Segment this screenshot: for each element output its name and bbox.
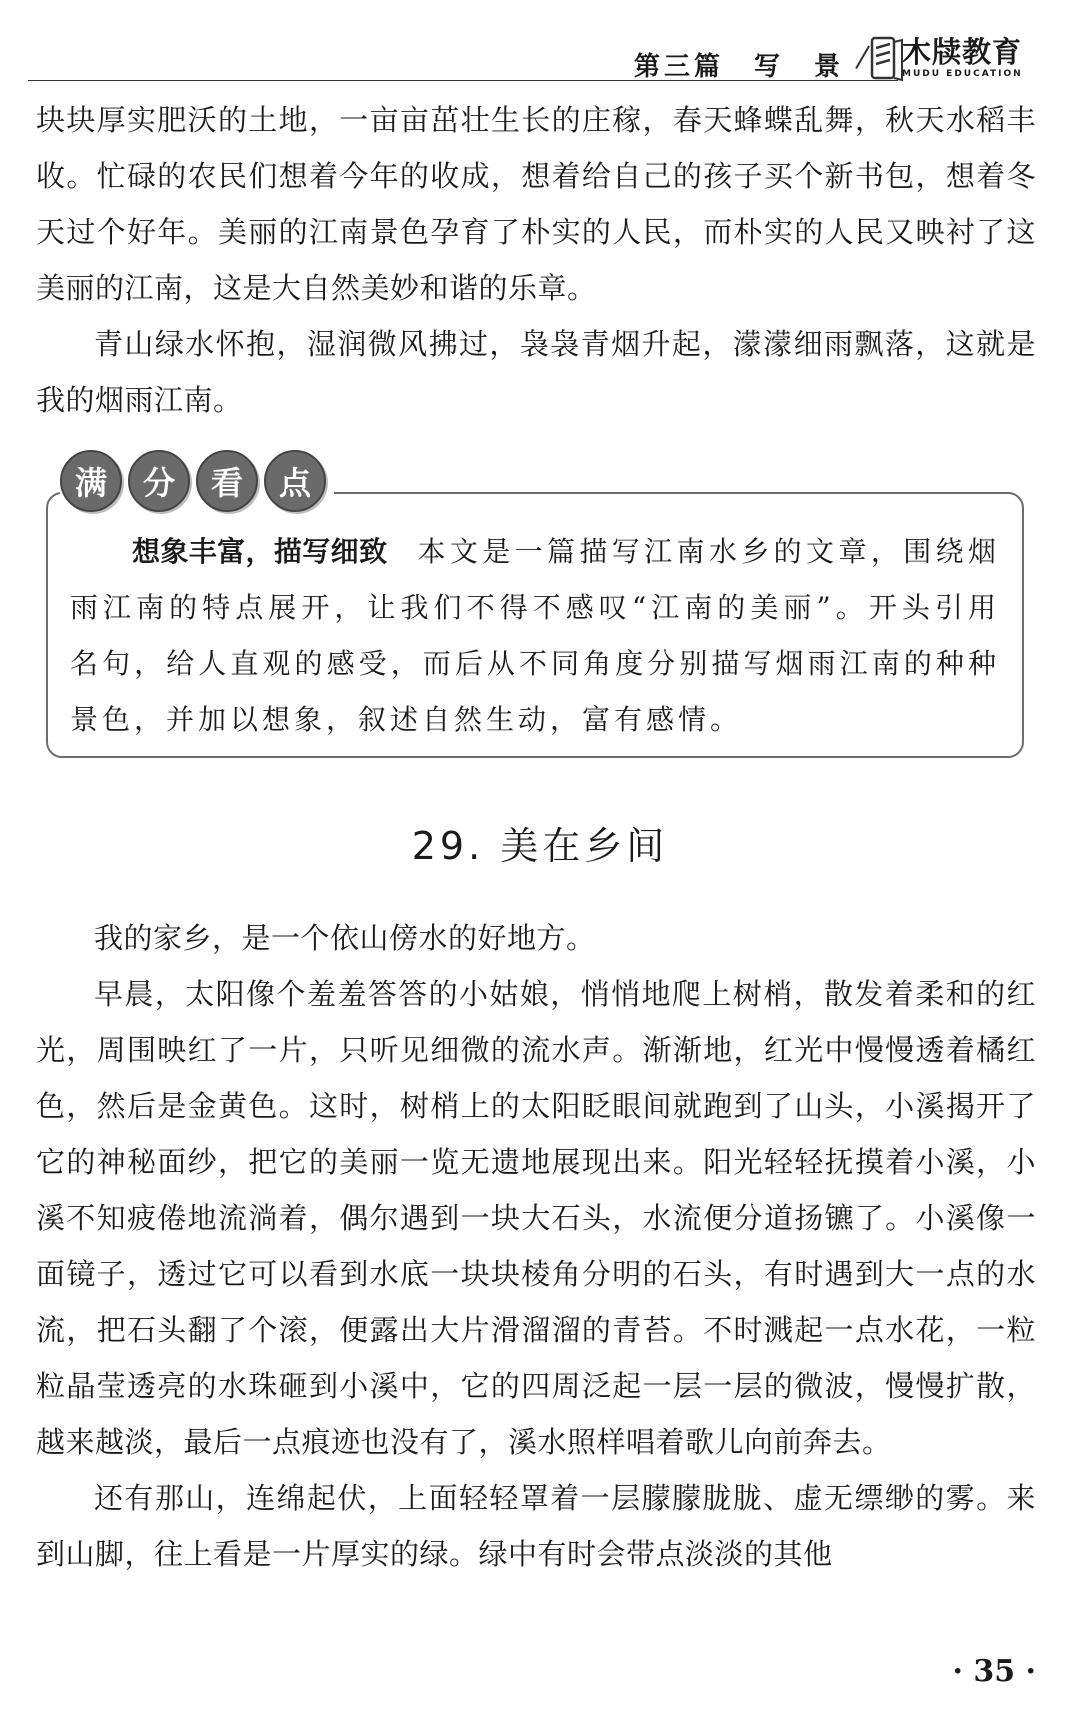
header-separator xyxy=(855,45,871,69)
logo xyxy=(902,36,1052,80)
logo-english: MUDU EDUCATION xyxy=(902,69,1023,79)
paragraph: 青山绿水怀抱，湿润微风拂过，袅袅青烟升起，濛濛细雨飘落，这就是我的烟雨江南。 xyxy=(36,327,1036,417)
previous-essay xyxy=(36,92,1036,428)
review-body: 本文是一篇描写江南水乡的文章，围绕烟雨江南的特点展开，让我们不得不感叹“江南的美丽”。开头引用名句，给人直观的感受，而后从不同角度分别描写烟雨江南的种种景色，并加以想象，叙述自然生动，富有感情。 xyxy=(70,535,1000,736)
badge: 点 xyxy=(264,450,326,512)
logo-name: 木牍教育 xyxy=(902,35,1023,69)
header-rule xyxy=(28,80,898,81)
paragraph: 块块厚实肥沃的土地，一亩亩茁壮生长的庄稼，春天蜂蝶乱舞，秋天水稻丰收。忙碌的农民们想着今年的收成，想着给自己的孩子买个新书包，想着冬天过个好年。美丽的江南景色孕育了朴实的人民，而朴实的人民又映衬了这美丽的江南，这是大自然美妙和谐的乐章。 xyxy=(36,103,1036,305)
essay-title: 29. 美在乡间 xyxy=(411,824,669,868)
essay-body xyxy=(36,910,1036,1582)
page-header xyxy=(28,22,1052,88)
paragraph: 早晨，太阳像个羞羞答答的小姑娘，悄悄地爬上树梢，散发着柔和的红光，周围映红了一片，只听见细微的流水声。渐渐地，红光中慢慢透着橘红色，然后是金黄色。这时，树梢上的太阳眨眼间就跑到了山头，小溪揭开了它的神秘面纱，把它的美丽一览无遗地展现出来。阳光轻轻抚摸着小溪，小溪不知疲倦地流淌着，偶尔遇到一块大石头，水流便分道扬镳了。小溪像一面镜子，透过它可以看到水底一块块棱角分明的石头，有时遇到大一点的水流，把石头翻了个滚，便露出大片滑溜溜的青苔。不时溅起一点水花，一粒粒晶莹透亮的水珠砸到小溪中，它的四周泛起一层一层的微波，慢慢扩散，越来越淡，最后一点痕迹也没有了，溪水照样唱着歌儿向前奔去。 xyxy=(36,977,1036,1459)
paragraph: 我的家乡，是一个依山傍水的好地方。 xyxy=(94,921,596,955)
review-title: 想象丰富，描写细致 xyxy=(132,535,388,568)
badge: 看 xyxy=(196,450,258,512)
badge: 分 xyxy=(128,450,190,512)
badge: 满 xyxy=(60,450,122,512)
logo-icon xyxy=(870,34,904,84)
section-title: 第三篇 写 景 xyxy=(633,52,844,82)
review-badges xyxy=(60,450,334,512)
review-text xyxy=(70,524,1000,748)
page-number: · 35 · xyxy=(952,1654,1036,1689)
paragraph: 还有那山，连绵起伏，上面轻轻罩着一层朦朦胧胧、虚无缥缈的雾。来到山脚，往上看是一片厚实的绿。绿中有时会带点淡淡的其他 xyxy=(36,1481,1036,1571)
